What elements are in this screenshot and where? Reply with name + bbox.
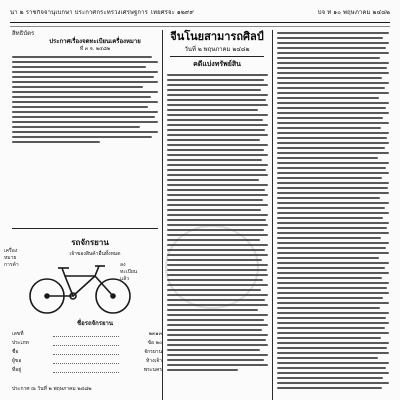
ad-side-right-line-1: ลงทะเบียน [120,262,138,275]
spec-value: ๒๓๑๓ [148,331,162,338]
footer-text: ประกาศ ณ วันที่ ๒ พฤษภาคม ๒๔๘๒ [12,386,92,392]
spec-value: จักรยาน [144,349,162,356]
left-section-rule [12,228,158,229]
watermark-stamp [165,225,259,309]
right-article-text [277,32,389,392]
notice-sub: ที่ ๓ จ. ๒๔๘๒ [79,46,111,52]
spec-dots [53,341,119,346]
spec-dots [53,350,119,355]
spec-label: เลขที่ [12,331,24,338]
ad-brand: ชื่อรถจักรยาน [77,320,113,327]
left-top-label: สิทธิบัตร [12,30,35,37]
spec-row [12,339,162,348]
spec-dots [53,332,119,337]
column-divider-1 [162,30,163,400]
spec-dots [53,368,119,373]
ad-subtitle: เจ้าของสินค้าอื่นทั้งหมด [69,251,121,257]
left-article-text [12,56,158,146]
page-header [10,6,390,20]
header-date: บีจ ที่ ๑๐ พฤษภาคม ๒๔๘๒ [317,10,390,16]
ad-side-left-line-3: การค้า [4,262,19,268]
spec-row [12,357,162,366]
bicycle-icon [25,258,135,318]
ad-title: รถจักรยาน [71,238,109,247]
column-divider-2 [272,30,273,400]
header-rule-thin [10,26,390,27]
ad-side-right-line-2: แล้ว [120,276,130,282]
center-article-text [167,74,268,374]
spec-row [12,366,162,375]
spec-dots [53,359,119,364]
spec-label: ที่อยู่ [12,367,22,374]
spec-value: ห้างเจ้า [146,358,162,365]
ad-side-left-line-2: หมาย [4,255,17,261]
ad-side-left [4,248,26,298]
spec-label: ผู้ขอ [12,358,22,365]
spec-row [12,330,162,339]
spec-label: ประเภท [12,340,29,347]
center-title-rule [170,56,264,57]
spec-value: พระนคร [143,367,162,374]
header-left: น่า ๒ ราชกิจจานุเบกษา ประกาศกระทรวงเศรษฐการ ไทยศรีจะ ๑๒๙๙ [10,10,194,16]
spec-row [12,348,162,357]
spec-value: ข้อ ๒๐ [147,340,162,347]
spec-label: ชื่อ [12,349,19,356]
ad-side-left-line-1: เครื่อง [4,248,18,254]
spec-table [12,330,162,375]
notice-heading: ประกาศเรื่องจดทะเบียนเครื่องหมาย [49,38,141,45]
header-rule [10,22,390,23]
center-column-title: จีนโนยสามารถศิลป์ [170,30,264,43]
center-section-heading: คดีแบ่งทรัพย์สิน [193,60,241,68]
center-column-subtitle: วันที่ ๒ พฤษภาคม ๒๔๘๒ [184,46,250,53]
